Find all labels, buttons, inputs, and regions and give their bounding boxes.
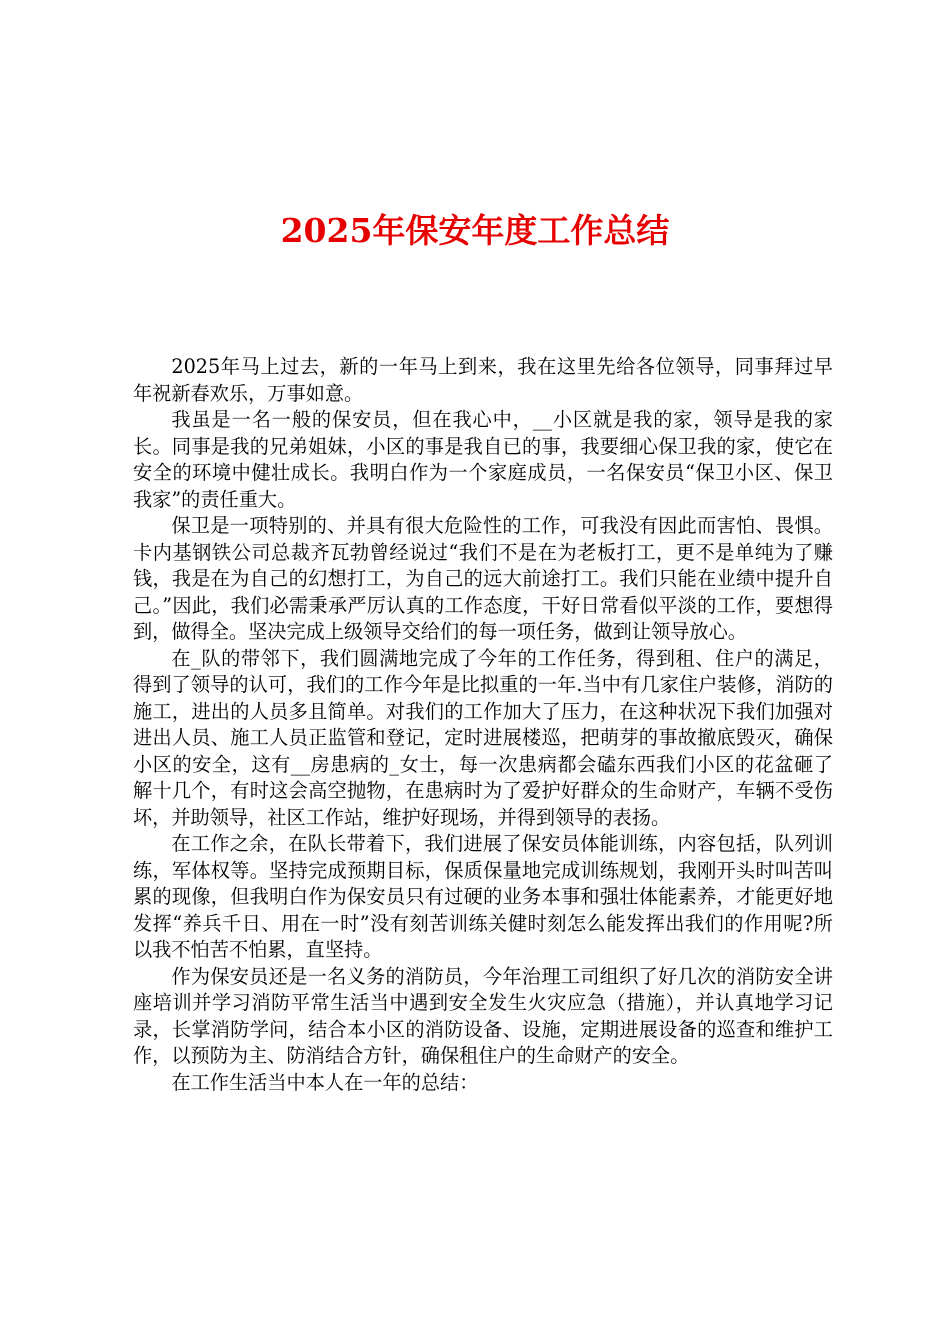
document-title: 2025年保安年度工作总结 xyxy=(280,211,670,250)
paragraph: 保卫是一项特别的、并具有很大危险性的工作，可我没有因此而害怕、畏惧。卡内基钢铁公司总裁齐瓦勃曾经说过“我们不是在为老板打工，更不是单纯为了赚钱，我是在为自己的幻想打工，为自己的远大前途打工。我们只能在业绩中提升自己。”因此，我们必需秉承严厉认真的工作态度，干好日常看似平淡的工作，要想得到，做得全。坚决完成上级领导交给们的每一项任务，做到让领导放心。 xyxy=(133,514,833,643)
paragraph: 2025年马上过去，新的一年马上到来，我在这里先给各位领导，同事拜过早年祝新春欢乐，万事如意。 xyxy=(133,355,833,405)
paragraph: 在工作生活当中本人在一年的总结： xyxy=(171,1070,479,1094)
paragraph: 我虽是一名一般的保安员，但在我心中，__小区就是我的家，领导是我的家长。同事是我的兄弟姐妹，小区的事是我自已的事，我要细心保卫我的家，使它在安全的环境中健壮成长。我明白作为一个家庭成员，一名保安员“保卫小区、保卫我家”的责任重大。 xyxy=(133,408,833,511)
document-body xyxy=(133,354,833,1096)
paragraph: 作为保安员还是一名义务的消防员，今年治理工司组织了好几次的消防安全讲座培训并学习消防平常生活当中遇到安全发生火灾应急（措施），并认真地学习记录，长掌消防学问，结合本小区的消防设备、设施，定期进展设备的巡查和维护工作，以预防为主、防消结合方针，确保租住户的生命财产的安全。 xyxy=(133,964,833,1067)
paragraph: 在_队的带邻下，我们圆满地完成了今年的工作任务，得到租、住户的满足，得到了领导的认可，我们的工作今年是比拟重的一年.当中有几家住户装修，消防的施工，进出的人员多且简单。对我们的工作加大了压力，在这种状况下我们加强对进出人员、施工人员正监管和登记，定时进展楼巡，把萌芽的事故撤底毁灭，确保小区的安全，这有__房患病的_女士，每一次患病都会磕东西我们小区的花盆砸了解十几个，有时这会高空抛物，在患病时为了爱护好群众的生命财产，车辆不受伤坏，并助领导，社区工作站，维护好现场，并得到领导的表扬。 xyxy=(133,646,833,829)
paragraph: 在工作之余，在队长带着下，我们进展了保安员体能训练，内容包括，队列训练，军体权等。坚持完成预期目标，保质保量地完成训练规划，我刚开头时叫苦叫累的现像，但我明白作为保安员只有过硬的业务本事和强壮体能素养，才能更好地发挥“养兵千日、用在一时”没有刻苦训练关健时刻怎么能发挥出我们的作用呢?所以我不怕苦不怕累，直坚持。 xyxy=(133,832,833,961)
